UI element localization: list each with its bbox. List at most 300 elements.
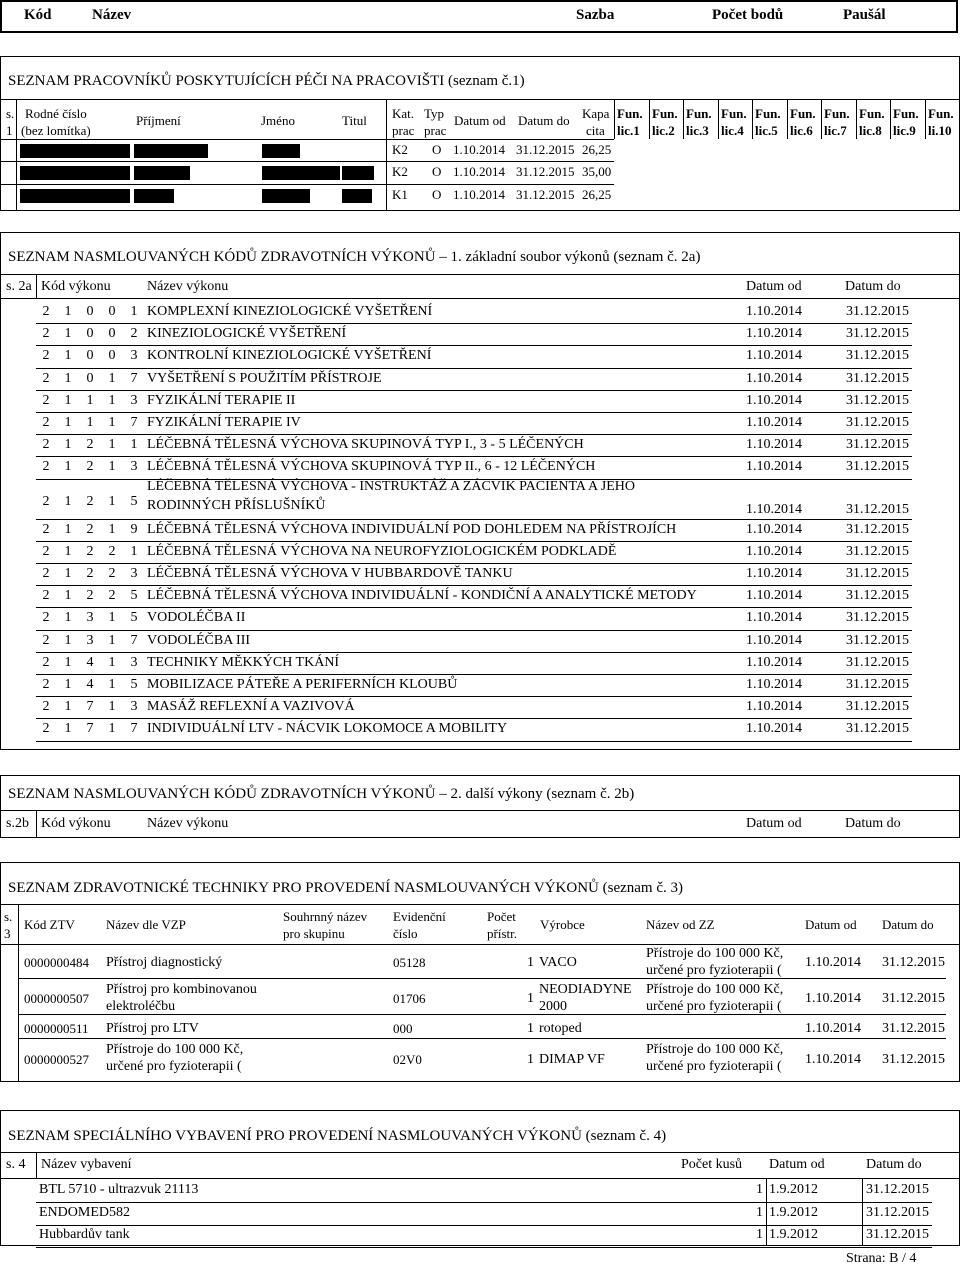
equipment-kod: 0000000511 [24, 1021, 89, 1036]
staff-kat: K2 [392, 164, 408, 179]
fun-col-divider [925, 99, 926, 139]
procedure-code-digit: 1 [108, 437, 116, 452]
procedure-od: 1.10.2014 [746, 655, 802, 670]
procedure-code-digit: 2 [108, 544, 116, 559]
special-row-separator [36, 1247, 932, 1248]
staff-kat: K1 [392, 187, 408, 202]
procedure-row-separator [36, 674, 912, 675]
procedure-od: 1.10.2014 [746, 348, 802, 363]
section2b-h-od: Datum od [746, 816, 802, 831]
procedure-code-digit: 1 [108, 610, 116, 625]
equipment-od: 1.10.2014 [805, 991, 861, 1006]
procedure-code-digit: 1 [108, 699, 116, 714]
procedure-row-separator [36, 541, 912, 542]
procedure-code-digit: 1 [64, 326, 72, 341]
section2a-h-s: s. 2a [6, 279, 32, 294]
special-od: 1.9.2012 [769, 1182, 818, 1197]
procedure-code-digit: 2 [86, 588, 94, 603]
procedure-do: 31.12.2015 [846, 655, 909, 670]
procedure-row-separator [36, 390, 912, 391]
procedure-od: 1.10.2014 [746, 393, 802, 408]
procedure-name: INDIVIDUÁLNÍ LTV - NÁCVIK LOKOMOCE A MOBILITY [147, 721, 508, 736]
fun-col-divider [718, 99, 719, 139]
procedure-do: 31.12.2015 [846, 371, 909, 386]
procedure-code-digit: 2 [42, 522, 50, 537]
procedure-od: 1.10.2014 [746, 699, 802, 714]
procedure-code-digit: 0 [108, 326, 116, 341]
staff-kapacita: 35,00 [582, 164, 612, 179]
section1-title: SEZNAM PRACOVNÍKŮ POSKYTUJÍCÍCH PÉČI NA PRACOVIŠTI (seznam č.1) [8, 73, 525, 89]
procedure-code-digit: 1 [108, 393, 116, 408]
section4-h-pocet: Počet kusů [681, 1157, 743, 1172]
equipment-zz-cont: určené pro fyzioterapii ( [646, 999, 782, 1014]
procedure-name: LÉČEBNÁ TĚLESNÁ VÝCHOVA INDIVIDUÁLNÍ - KONDIČNÍ A ANALYTICKÉ METODY [147, 588, 697, 603]
special-od: 1.9.2012 [769, 1227, 818, 1242]
procedure-code-digit: 1 [64, 459, 72, 474]
equipment-od: 1.10.2014 [805, 955, 861, 970]
fun-col-divider [787, 99, 788, 139]
procedure-do: 31.12.2015 [846, 348, 909, 363]
procedure-code-digit: 2 [42, 393, 50, 408]
section2b-h-s: s.2b [6, 816, 29, 831]
procedure-do: 31.12.2015 [846, 415, 909, 430]
equipment-vyrobce: NEODIADYNE [539, 982, 632, 997]
procedure-code-digit: 2 [42, 371, 50, 386]
procedure-od: 1.10.2014 [746, 566, 802, 581]
equipment-zz-cont: určené pro fyzioterapii ( [646, 1059, 782, 1074]
redacted-block [134, 189, 174, 203]
fun-col-divider [683, 99, 684, 139]
procedure-code-digit: 1 [108, 459, 116, 474]
fun-col-divider [752, 99, 753, 139]
special-nazev: ENDOMED582 [39, 1205, 130, 1220]
equipment-do: 31.12.2015 [882, 1052, 945, 1067]
procedure-code-digit: 4 [86, 677, 94, 692]
procedure-code-digit: 1 [64, 699, 72, 714]
procedure-row-separator [36, 368, 912, 369]
equipment-zz: Přístroje do 100 000 Kč, [646, 946, 784, 961]
equipment-vyrobce: rotoped [539, 1021, 582, 1036]
procedure-row-separator [36, 652, 912, 653]
equipment-kod: 0000000484 [24, 955, 89, 970]
procedure-od: 1.10.2014 [746, 502, 802, 517]
special-row-separator [36, 1225, 932, 1226]
procedure-do: 31.12.2015 [846, 304, 909, 319]
procedure-code-digit: 3 [86, 633, 94, 648]
equipment-do: 31.12.2015 [882, 955, 945, 970]
procedure-code-digit: 3 [130, 459, 138, 474]
equipment-nazev-cont: elektroléčbu [106, 999, 176, 1014]
procedure-row-separator [36, 718, 912, 719]
procedure-do: 31.12.2015 [846, 522, 909, 537]
fun-lic-label-bottom: lic.3 [686, 123, 709, 138]
procedure-name: KINEZIOLOGICKÉ VYŠETŘENÍ [147, 326, 347, 341]
header-pausal: Paušál [843, 7, 886, 23]
procedure-od: 1.10.2014 [746, 610, 802, 625]
equipment-do: 31.12.2015 [882, 991, 945, 1006]
fun-lic-label-top: Fun. [790, 106, 816, 121]
fun-lic-label-top: Fun. [893, 106, 919, 121]
procedure-code-digit: 1 [64, 610, 72, 625]
procedure-code-digit: 1 [130, 544, 138, 559]
special-nazev: BTL 5710 - ultrazvuk 21113 [39, 1182, 199, 1197]
staff-do: 31.12.2015 [516, 187, 575, 202]
equipment-nazev-cont: určené pro fyzioterapii ( [106, 1059, 242, 1074]
procedure-od: 1.10.2014 [746, 459, 802, 474]
procedure-od: 1.10.2014 [746, 721, 802, 736]
procedure-code-digit: 1 [64, 415, 72, 430]
redacted-block [342, 189, 372, 203]
fun-lic-label-bottom: lic.4 [721, 123, 744, 138]
procedure-row-separator [36, 607, 912, 608]
procedure-code-digit: 2 [42, 494, 50, 509]
procedure-od: 1.10.2014 [746, 544, 802, 559]
procedure-code-digit: 2 [42, 721, 50, 736]
procedure-od: 1.10.2014 [746, 326, 802, 341]
section2a-h-kod: Kód výkonu [41, 279, 111, 294]
redacted-block [20, 166, 130, 180]
staff-do: 31.12.2015 [516, 142, 575, 157]
procedure-code-digit: 2 [42, 677, 50, 692]
procedure-row-separator [36, 630, 912, 631]
procedure-code-digit: 1 [64, 393, 72, 408]
fun-col-divider [649, 99, 650, 139]
special-do: 31.12.2015 [866, 1227, 929, 1242]
procedure-code-digit: 3 [130, 348, 138, 363]
fun-lic-label-bottom: lic.1 [617, 123, 640, 138]
procedure-do: 31.12.2015 [846, 721, 909, 736]
staff-kat: K2 [392, 142, 408, 157]
section2b-title: SEZNAM NASMLOUVANÝCH KÓDŮ ZDRAVOTNÍCH VÝKONŮ – 2. další výkony (seznam č. 2b) [8, 786, 635, 802]
equipment-vyrobce: VACO [539, 955, 577, 970]
procedure-od: 1.10.2014 [746, 677, 802, 692]
procedure-code-digit: 7 [130, 721, 138, 736]
fun-lic-label-top: Fun. [824, 106, 850, 121]
procedure-code-digit: 2 [42, 326, 50, 341]
procedure-do: 31.12.2015 [846, 566, 909, 581]
section2b-frame [0, 775, 960, 838]
section4-title: SEZNAM SPECIÁLNÍHO VYBAVENÍ PRO PROVEDENÍ NASMLOUVANÝCH VÝKONŮ (seznam č. 4) [8, 1128, 667, 1144]
special-do: 31.12.2015 [866, 1182, 929, 1197]
procedure-name: LÉČEBNÁ TĚLESNÁ VÝCHOVA - INSTRUKTÁŽ A ZÁCVIK PACIENTA A JEHO [147, 479, 636, 494]
procedure-code-digit: 1 [108, 494, 116, 509]
equipment-evid: 000 [393, 1021, 413, 1036]
staff-typ: O [432, 187, 442, 202]
procedure-row-separator [36, 585, 912, 586]
procedure-name: VODOLÉČBA II [147, 610, 246, 625]
special-col-divider [862, 1178, 863, 1246]
procedure-do: 31.12.2015 [846, 588, 909, 603]
procedure-code-digit: 2 [130, 326, 138, 341]
procedure-code-digit: 5 [130, 610, 138, 625]
procedure-name: LÉČEBNÁ TĚLESNÁ VÝCHOVA SKUPINOVÁ TYP I., 3 - 5 LÉČENÝCH [147, 437, 584, 452]
header-nazev: Název [92, 7, 132, 23]
fun-lic-label-bottom: lic.7 [824, 123, 847, 138]
equipment-pocet: 1 [527, 1052, 534, 1067]
procedure-code-digit: 1 [64, 566, 72, 581]
procedure-od: 1.10.2014 [746, 371, 802, 386]
procedure-code-digit: 1 [64, 348, 72, 363]
fun-lic-label-top: Fun. [721, 106, 747, 121]
special-pocet: 1 [756, 1227, 763, 1242]
procedure-name: MASÁŽ REFLEXNÍ A VAZIVOVÁ [147, 699, 355, 714]
equipment-nazev: Přístroj pro LTV [106, 1021, 199, 1036]
section2a-h-od: Datum od [746, 279, 802, 294]
procedure-name: LÉČEBNÁ TĚLESNÁ VÝCHOVA INDIVIDUÁLNÍ POD DOHLEDEM NA PŘÍSTROJÍCH [147, 522, 677, 537]
procedure-code-digit: 2 [86, 437, 94, 452]
procedure-code-digit: 2 [86, 522, 94, 537]
section2b-h-nazev: Název výkonu [147, 816, 229, 831]
equipment-kod: 0000000507 [24, 991, 89, 1006]
section4-h-s: s. 4 [6, 1157, 26, 1172]
procedure-code-digit: 1 [64, 544, 72, 559]
fun-lic-label-top: Fun. [859, 106, 885, 121]
page-number: Strana: B / 4 [846, 1251, 917, 1266]
redacted-block [262, 189, 310, 203]
fun-lic-label-top: Fun. [755, 106, 781, 121]
staff-od: 1.10.2014 [453, 187, 505, 202]
redacted-block [20, 189, 130, 203]
procedure-do: 31.12.2015 [846, 699, 909, 714]
header-bar [0, 0, 958, 33]
procedure-row-separator [36, 412, 912, 413]
procedure-code-digit: 2 [42, 566, 50, 581]
procedure-code-digit: 2 [86, 494, 94, 509]
section4-h-od: Datum od [769, 1157, 825, 1172]
staff-typ: O [432, 164, 442, 179]
procedure-code-digit: 2 [42, 588, 50, 603]
procedure-code-digit: 2 [86, 566, 94, 581]
procedure-code-digit: 2 [42, 348, 50, 363]
procedure-code-digit: 1 [64, 655, 72, 670]
procedure-code-digit: 0 [86, 326, 94, 341]
procedure-code-digit: 3 [130, 699, 138, 714]
procedure-code-digit: 1 [108, 655, 116, 670]
procedure-code-digit: 0 [86, 348, 94, 363]
fun-lic-label-bottom: lic.5 [755, 123, 778, 138]
redacted-block [342, 166, 374, 180]
procedure-code-digit: 2 [42, 304, 50, 319]
procedure-code-digit: 0 [108, 348, 116, 363]
equipment-nazev: Přístroj diagnostický [106, 955, 223, 970]
fun-col-divider [821, 99, 822, 139]
procedure-name: KONTROLNÍ KINEZIOLOGICKÉ VYŠETŘENÍ [147, 348, 432, 363]
fun-lic-label-bottom: lic.9 [893, 123, 916, 138]
procedure-row-separator [36, 456, 912, 457]
procedure-code-digit: 7 [130, 371, 138, 386]
header-sazba: Sazba [576, 7, 615, 23]
equipment-vyrobce-cont: 2000 [539, 999, 567, 1014]
procedure-od: 1.10.2014 [746, 633, 802, 648]
redacted-block [20, 144, 130, 158]
equipment-od: 1.10.2014 [805, 1021, 861, 1036]
procedure-row-separator [36, 563, 912, 564]
procedure-code-digit: 1 [108, 633, 116, 648]
procedure-code-digit: 9 [130, 522, 138, 537]
procedure-code-digit: 2 [86, 544, 94, 559]
fun-lic-label-top: Fun. [652, 106, 678, 121]
procedure-code-digit: 5 [130, 494, 138, 509]
equipment-pocet: 1 [527, 1021, 534, 1036]
procedure-code-digit: 1 [108, 371, 116, 386]
procedure-code-digit: 1 [64, 721, 72, 736]
procedure-code-digit: 7 [86, 699, 94, 714]
procedure-code-digit: 1 [64, 588, 72, 603]
procedure-code-digit: 2 [42, 655, 50, 670]
section2b-h-do: Datum do [845, 816, 901, 831]
procedure-code-digit: 2 [42, 459, 50, 474]
equipment-row-separator [18, 1014, 946, 1015]
procedure-code-digit: 1 [108, 677, 116, 692]
procedure-do: 31.12.2015 [846, 633, 909, 648]
procedure-do: 31.12.2015 [846, 437, 909, 452]
equipment-nazev: Přístroje do 100 000 Kč, [106, 1042, 244, 1057]
equipment-pocet: 1 [527, 991, 534, 1006]
redacted-block [134, 166, 190, 180]
procedure-row-separator [36, 434, 912, 435]
procedure-do: 31.12.2015 [846, 393, 909, 408]
redacted-block [134, 144, 208, 158]
procedure-row-separator [36, 696, 912, 697]
procedure-do: 31.12.2015 [846, 610, 909, 625]
staff-typ: O [432, 142, 442, 157]
header-pocet-bodu: Počet bodů [712, 7, 784, 23]
special-pocet: 1 [756, 1205, 763, 1220]
procedure-od: 1.10.2014 [746, 415, 802, 430]
procedure-code-digit: 1 [64, 304, 72, 319]
procedure-code-digit: 5 [130, 677, 138, 692]
procedure-code-digit: 3 [130, 393, 138, 408]
section2a-title: SEZNAM NASMLOUVANÝCH KÓDŮ ZDRAVOTNÍCH VÝKONŮ – 1. základní soubor výkonů (seznam č. 2a) [8, 249, 701, 265]
procedure-od: 1.10.2014 [746, 304, 802, 319]
procedure-code-digit: 2 [108, 566, 116, 581]
procedure-code-digit: 5 [130, 588, 138, 603]
procedure-code-digit: 1 [108, 522, 116, 537]
fun-lic-label-bottom: lic.2 [652, 123, 675, 138]
fun-lic-label-bottom: lic.8 [859, 123, 882, 138]
redacted-block [262, 166, 340, 180]
equipment-kod: 0000000527 [24, 1052, 89, 1067]
section4-h-do: Datum do [866, 1157, 922, 1172]
equipment-nazev: Přístroj pro kombinovanou [106, 982, 257, 997]
procedure-code-digit: 3 [130, 566, 138, 581]
special-row-separator [36, 1202, 932, 1203]
procedure-code-digit: 1 [108, 415, 116, 430]
procedure-do: 31.12.2015 [846, 459, 909, 474]
equipment-od: 1.10.2014 [805, 1052, 861, 1067]
section3-title: SEZNAM ZDRAVOTNICKÉ TECHNIKY PRO PROVEDENÍ NASMLOUVANÝCH VÝKONŮ (seznam č. 3) [8, 880, 683, 896]
procedure-code-digit: 2 [42, 610, 50, 625]
special-pocet: 1 [756, 1182, 763, 1197]
staff-od: 1.10.2014 [453, 142, 505, 157]
fun-lic-label-bottom: lic.6 [790, 123, 813, 138]
fun-col-divider [856, 99, 857, 139]
staff-kapacita: 26,25 [582, 142, 612, 157]
procedure-code-digit: 2 [108, 588, 116, 603]
equipment-zz: Přístroje do 100 000 Kč, [646, 1042, 784, 1057]
procedure-do: 31.12.2015 [846, 544, 909, 559]
procedure-name: LÉČEBNÁ TĚLESNÁ VÝCHOVA NA NEUROFYZIOLOGICKÉM PODKLADĚ [147, 544, 617, 559]
procedure-code-digit: 0 [108, 304, 116, 319]
procedure-code-digit: 1 [86, 415, 94, 430]
procedure-code-digit: 2 [42, 633, 50, 648]
procedure-code-digit: 3 [86, 610, 94, 625]
procedure-od: 1.10.2014 [746, 588, 802, 603]
procedure-code-digit: 1 [86, 393, 94, 408]
procedure-od: 1.10.2014 [746, 437, 802, 452]
fun-col-divider [890, 99, 891, 139]
procedure-row-separator [36, 323, 912, 324]
procedure-code-digit: 1 [130, 304, 138, 319]
procedure-row-separator [36, 741, 912, 742]
procedure-code-digit: 1 [64, 437, 72, 452]
section2a-h-nazev: Název výkonu [147, 279, 229, 294]
procedure-code-digit: 0 [86, 371, 94, 386]
procedure-code-digit: 2 [42, 415, 50, 430]
procedure-name: VYŠETŘENÍ S POUŽITÍM PŘÍSTROJE [147, 371, 382, 386]
section4-h-nazev: Název vybavení [41, 1157, 132, 1172]
procedure-code-digit: 1 [64, 494, 72, 509]
procedure-code-digit: 1 [64, 522, 72, 537]
staff-od: 1.10.2014 [453, 164, 505, 179]
header-kod: Kód [24, 7, 52, 23]
procedure-code-digit: 2 [42, 437, 50, 452]
procedure-do: 31.12.2015 [846, 502, 909, 517]
procedure-row-separator [36, 345, 912, 346]
procedure-code-digit: 2 [42, 699, 50, 714]
procedure-name: LÉČEBNÁ TĚLESNÁ VÝCHOVA V HUBBARDOVĚ TANKU [147, 566, 513, 581]
equipment-do: 31.12.2015 [882, 1021, 945, 1036]
special-col-divider [766, 1178, 767, 1246]
equipment-row-separator [18, 978, 946, 979]
procedure-name: MOBILIZACE PÁTEŘE A PERIFERNÍCH KLOUBŮ [147, 677, 458, 692]
fun-lic-label-top: Fun. [617, 106, 643, 121]
equipment-evid: 02V0 [393, 1052, 422, 1067]
procedure-do: 31.12.2015 [846, 326, 909, 341]
procedure-od: 1.10.2014 [746, 522, 802, 537]
staff-kapacita: 26,25 [582, 187, 612, 202]
procedure-name-cont: RODINNÝCH PŘÍSLUŠNÍKŮ [147, 498, 326, 513]
procedure-row-separator [36, 519, 912, 520]
procedure-code-digit: 1 [64, 677, 72, 692]
fun-lic-label-bottom: li.10 [928, 123, 952, 138]
special-do: 31.12.2015 [866, 1205, 929, 1220]
procedure-do: 31.12.2015 [846, 677, 909, 692]
staff-do: 31.12.2015 [516, 164, 575, 179]
section2b-h-kod: Kód výkonu [41, 816, 111, 831]
procedure-code-digit: 1 [108, 721, 116, 736]
redacted-block [262, 144, 300, 158]
procedure-code-digit: 1 [64, 633, 72, 648]
section2a-h-do: Datum do [845, 279, 901, 294]
procedure-code-digit: 7 [130, 633, 138, 648]
procedure-code-digit: 0 [86, 304, 94, 319]
procedure-code-digit: 1 [64, 371, 72, 386]
procedure-code-digit: 2 [86, 459, 94, 474]
equipment-evid: 01706 [393, 991, 426, 1006]
procedure-code-digit: 2 [42, 544, 50, 559]
procedure-name: FYZIKÁLNÍ TERAPIE IV [147, 415, 301, 430]
procedure-code-digit: 3 [130, 655, 138, 670]
equipment-zz-cont: určené pro fyzioterapii ( [646, 963, 782, 978]
procedure-name: VODOLÉČBA III [147, 633, 251, 648]
equipment-zz: Přístroje do 100 000 Kč, [646, 982, 784, 997]
special-nazev: Hubbardův tank [39, 1227, 130, 1242]
equipment-vyrobce: DIMAP VF [539, 1052, 605, 1067]
equipment-row-separator [18, 1038, 946, 1039]
procedure-name: KOMPLEXNÍ KINEZIOLOGICKÉ VYŠETŘENÍ [147, 304, 433, 319]
procedure-name: FYZIKÁLNÍ TERAPIE II [147, 393, 296, 408]
